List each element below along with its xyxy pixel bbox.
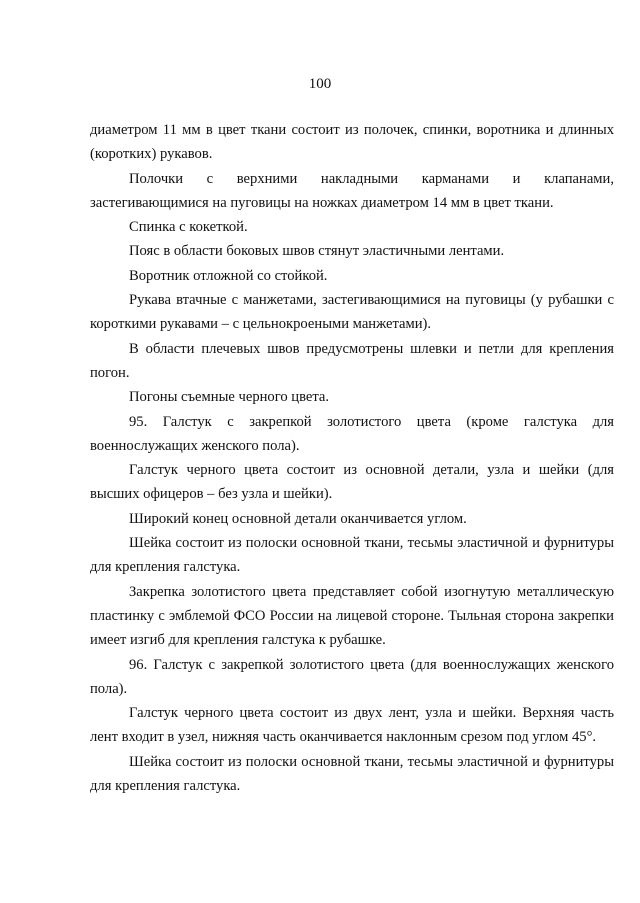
paragraph: Спинка с кокеткой. xyxy=(129,219,248,236)
section-heading-96: 96. Галстук с закрепкой золотистого цвета (для военнослужащих женского пола). xyxy=(90,656,614,697)
paragraph: Галстук черного цвета состоит из основной детали, узла и шейки (для высших офицеров – без узла и шейки). xyxy=(90,462,614,503)
page-number: 100 xyxy=(308,76,332,92)
paragraph: Широкий конец основной детали оканчивается углом. xyxy=(129,510,467,527)
paragraph: Погоны съемные черного цвета. xyxy=(129,389,330,406)
paragraph: диаметром 11 мм в цвет ткани состоит из полочек, спинки, воротника и длинных (коротких) рукавов. xyxy=(90,122,614,163)
paragraph: Рукава втачные с манжетами, застегивающимися на пуговицы (у рубашки с короткими рукавами – с цельнокроеными манжетами). xyxy=(90,292,614,333)
document-body xyxy=(90,118,614,798)
section-heading-95: 95. Галстук с закрепкой золотистого цвета (кроме галстука для военнослужащих женского пола). xyxy=(90,413,614,454)
paragraph: Шейка состоит из полоски основной ткани, тесьмы эластичной и фурнитуры для крепления галстука. xyxy=(90,535,614,576)
paragraph: Пояс в области боковых швов стянут эластичными лентами. xyxy=(129,243,505,260)
paragraph: Шейка состоит из полоски основной ткани, тесьмы эластичной и фурнитуры для крепления галстука. xyxy=(90,753,614,795)
paragraph: Галстук черного цвета состоит из двух лент, узла и шейки. Верхняя часть лент входит в узел, нижняя часть оканчивается наклонным срезом под углом 45°. xyxy=(90,705,614,746)
paragraph: Воротник отложной со стойкой. xyxy=(129,267,328,284)
paragraph: В области плечевых швов предусмотрены шлевки и петли для крепления погон. xyxy=(90,340,614,381)
paragraph: Закрепка золотистого цвета представляет собой изогнутую металлическую пластинку с эмблемой ФСО России на лицевой стороне. Тыльная сторона закрепки имеет изгиб для крепления галстука к рубашке. xyxy=(90,583,614,649)
paragraph: Полочки с верхними накладными карманами и клапанами, застегивающимися на пуговицы на ножках диаметром 14 мм в цвет ткани. xyxy=(90,170,614,211)
